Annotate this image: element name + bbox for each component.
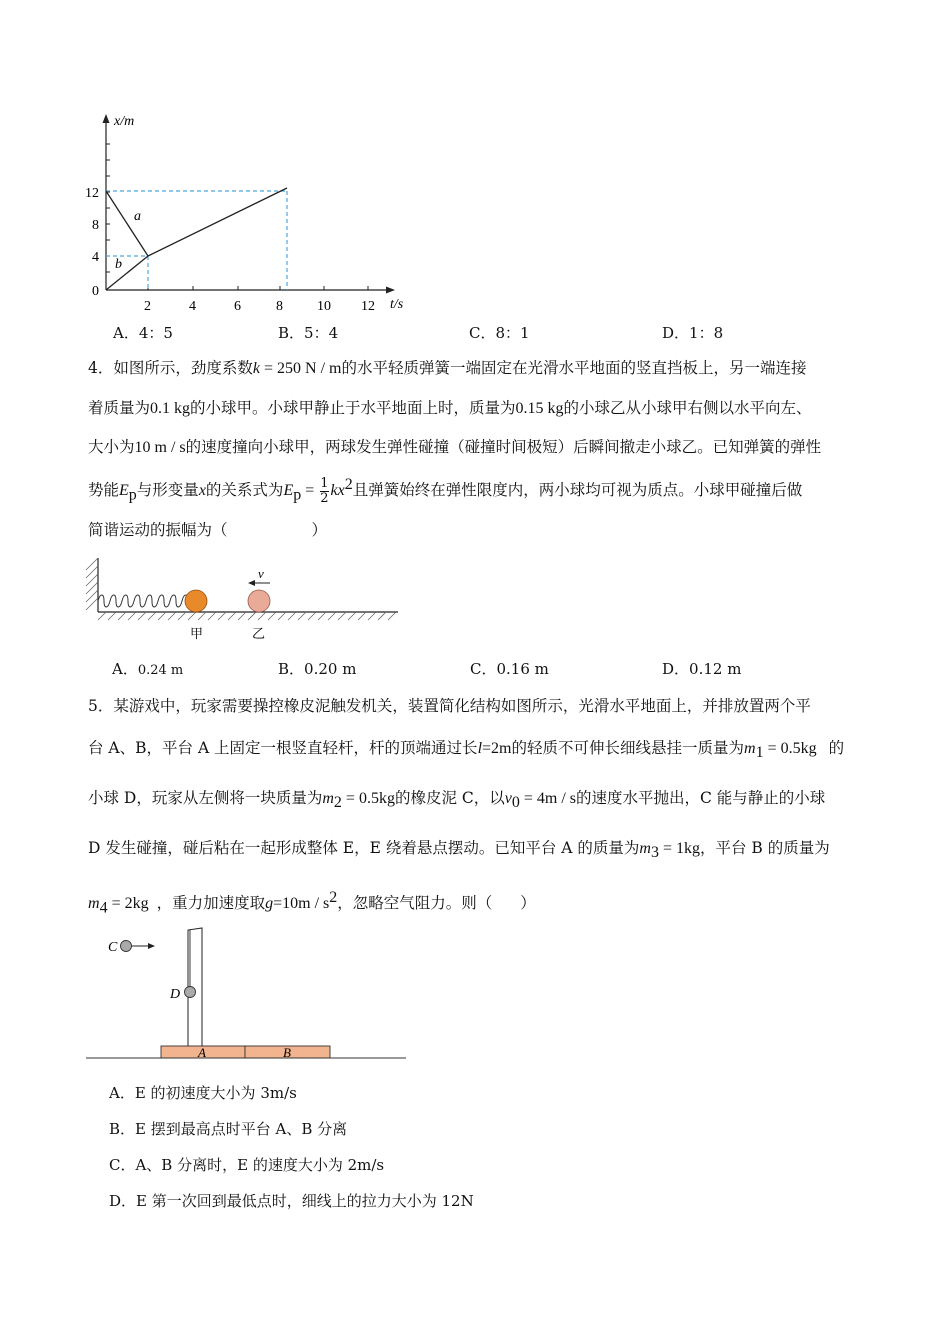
xtick-6: 6 [234,299,241,314]
ytick-4: 4 [92,250,99,265]
label-A: A [198,1045,206,1060]
line-b [106,256,148,290]
q5-option-d[interactable]: D．E 第一次回到最低点时，细线上的拉力大小为 12N [109,1192,474,1210]
label-yi: 乙 [252,626,266,641]
ball-jia [185,590,207,612]
q4-option-c[interactable]: C．0.16 m [470,660,549,678]
line-combined [148,188,287,256]
y-axis-label: x/m [114,114,135,129]
line-b-label: b [115,257,122,272]
ytick-0: 0 [92,284,99,299]
q5-option-a[interactable]: A．E 的初速度大小为 3m/s [109,1084,297,1102]
xtick-12: 12 [361,299,375,314]
xtick-4: 4 [189,299,196,314]
q5-line-1: 5．某游戏中，玩家需要操控橡皮泥触发机关，装置简化结构如图所示，光滑水平地面上，并排放置两个平 [88,697,811,715]
q4-line-2: 着质量为0.1 kg的小球甲。小球甲静止于水平地面上时，质量为0.15 kg的小球乙从小球甲右侧以水平向左、 [88,399,812,417]
line-a [106,191,148,256]
ytick-8: 8 [92,218,99,233]
q4-line-3: 大小为10 m / s的速度撞向小球甲，两球发生弹性碰撞（碰撞时间极短）后瞬间撤走小球乙。已知弹簧的弹性 [88,438,822,456]
xtick-10: 10 [317,299,331,314]
q4-line-1: 4．如图所示，劲度系数k = 250 N / m的水平轻质弹簧一端固定在光滑水平地面的竖直挡板上，另一端连接 [88,359,807,377]
q4-line-4: 势能$E_p$与形变量x的关系式为$E_p$ = $\frac{1}{2}$ $kx^2$且弹簧始终在弹性限度内，两小球均可视为质点。小球甲碰撞后做 [88,475,803,506]
q4-option-d[interactable]: D．0.12 m [662,660,742,678]
ball-C [121,941,132,952]
ball-yi [248,590,270,612]
y-axis-arrow [103,114,110,123]
q3-option-a[interactable]: A．4：5 [113,324,173,342]
label-C: C [108,940,118,955]
q4-option-a[interactable]: A．0.24 m [112,660,184,678]
xtick-2: 2 [144,299,151,314]
q4-option-b[interactable]: B．0.20 m [278,660,357,678]
ground-hatch [98,612,396,620]
q4-line-5: 简谐运动的振幅为（ ） [88,521,328,539]
ball-D [185,987,196,998]
x-axis-label: t/s [390,297,404,312]
label-jia: 甲 [190,626,204,641]
q5-line-5: $m_4 = 2kg$ ，重力加速度取$g=10m / s^2$，忽略空气阻力。则（ ） [88,889,536,917]
dashed-guides [106,191,287,290]
q3-option-b[interactable]: B．5：4 [278,324,339,342]
velocity-label: v [258,566,264,581]
spring-figure [84,556,404,646]
wall-hatch [86,558,98,610]
xt-graph [84,108,414,318]
xtick-8: 8 [276,299,283,314]
q5-option-c[interactable]: C．A、B 分离时，E 的速度大小为 2m/s [109,1156,385,1174]
x-axis-arrow [386,287,395,294]
q5-line-4: D 发生碰撞，碰后粘在一起形成整体 E，E 绕着悬点摆动。已知平台 A 的质量为$m_3 = 1kg$，平台 B 的质量为 [88,839,830,862]
ytick-12: 12 [85,186,99,201]
q3-option-c[interactable]: C．8：1 [469,324,530,342]
spring [98,595,194,607]
pendulum-figure [84,924,414,1064]
q5-option-b[interactable]: B．E 摆到最高点时平台 A、B 分离 [109,1120,348,1138]
q5-line-3: 小球 D，玩家从左侧将一块质量为$m_2 = 0.5kg$的橡皮泥 C，以$v_0 = 4m / s$的速度水平抛出，C 能与静止的小球 [88,789,826,812]
q5-line-2: 台 A、B，平台 A 上固定一根竖直轻杆，杆的顶端通过长l=2m的轻质不可伸长细线悬挂一质量为$m_1 = 0.5kg$ 的 [88,739,845,762]
label-D: D [170,987,181,1002]
line-a-label: a [134,209,141,224]
q3-option-d[interactable]: D．1：8 [662,324,724,342]
label-B: B [283,1045,291,1060]
